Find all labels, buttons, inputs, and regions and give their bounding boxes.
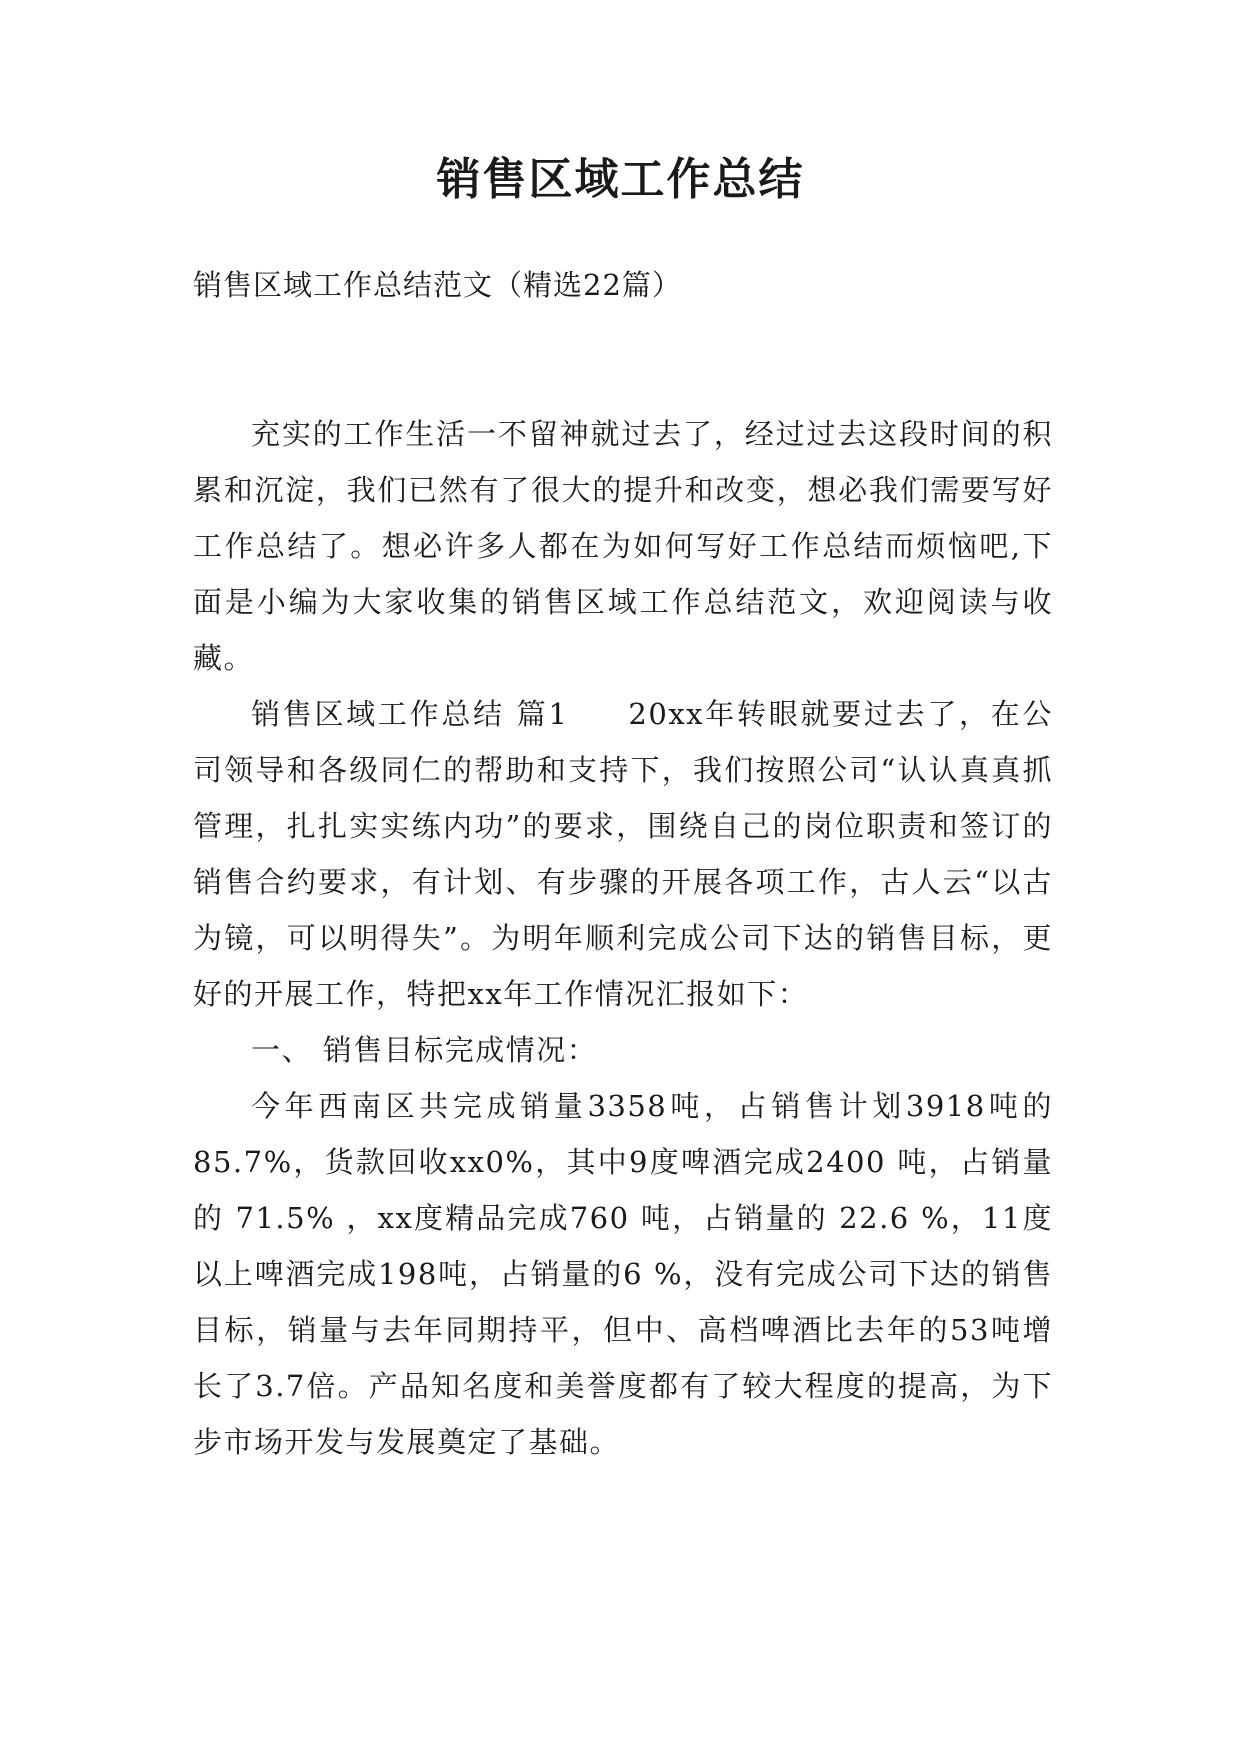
item-1-paragraph: 今年西南区共完成销量3358吨，占销售计划3918吨的85.7%，货款回收xx0%，其中9度啤酒完成2400 吨，占销量的 71.5% ，xx度精品完成760 吨，占销量的 22.6 %，11度以上啤酒完成198吨，占销量的6 %，没有完成公司下达的销售目标，销量与去年同期持平，但中、高档啤酒比去年的53吨增长了3.7倍。产品知名度和美誉度都有了较大程度的提高，为下步市场开发与发展奠定了基础。 xyxy=(193,1089,1053,1459)
section-1-text: 20xx年转眼就要过去了，在公司领导和各级同仁的帮助和支持下，我们按照公司“认认真真抓管理，扎扎实实练内功”的要求，围绕自己的岗位职责和签订的销售合约要求，有计划、有步骤的开展各项工作，古人云“以古为镜，可以明得失”。为明年顺利完成公司下达的销售目标，更好的开展工作，特把xx年工作情况汇报如下： xyxy=(193,697,1053,1011)
document-subtitle: 销售区域工作总结范文（精选22篇） xyxy=(193,268,682,302)
section-1-paragraph xyxy=(193,686,1053,1022)
document-body xyxy=(193,406,1053,1470)
item-1-heading: 一、 销售目标完成情况： xyxy=(251,1033,598,1067)
document-title: 销售区域工作总结 xyxy=(436,154,805,205)
intro-paragraph: 充实的工作生活一不留神就过去了，经过过去这段时间的积累和沉淀，我们已然有了很大的提升和改变，想必我们需要写好工作总结了。想必许多人都在为如何写好工作总结而烦恼吧,下面是小编为大家收集的销售区域工作总结范文，欢迎阅读与收藏。 xyxy=(193,417,1053,675)
section-1-heading: 销售区域工作总结 篇1 xyxy=(251,697,569,731)
